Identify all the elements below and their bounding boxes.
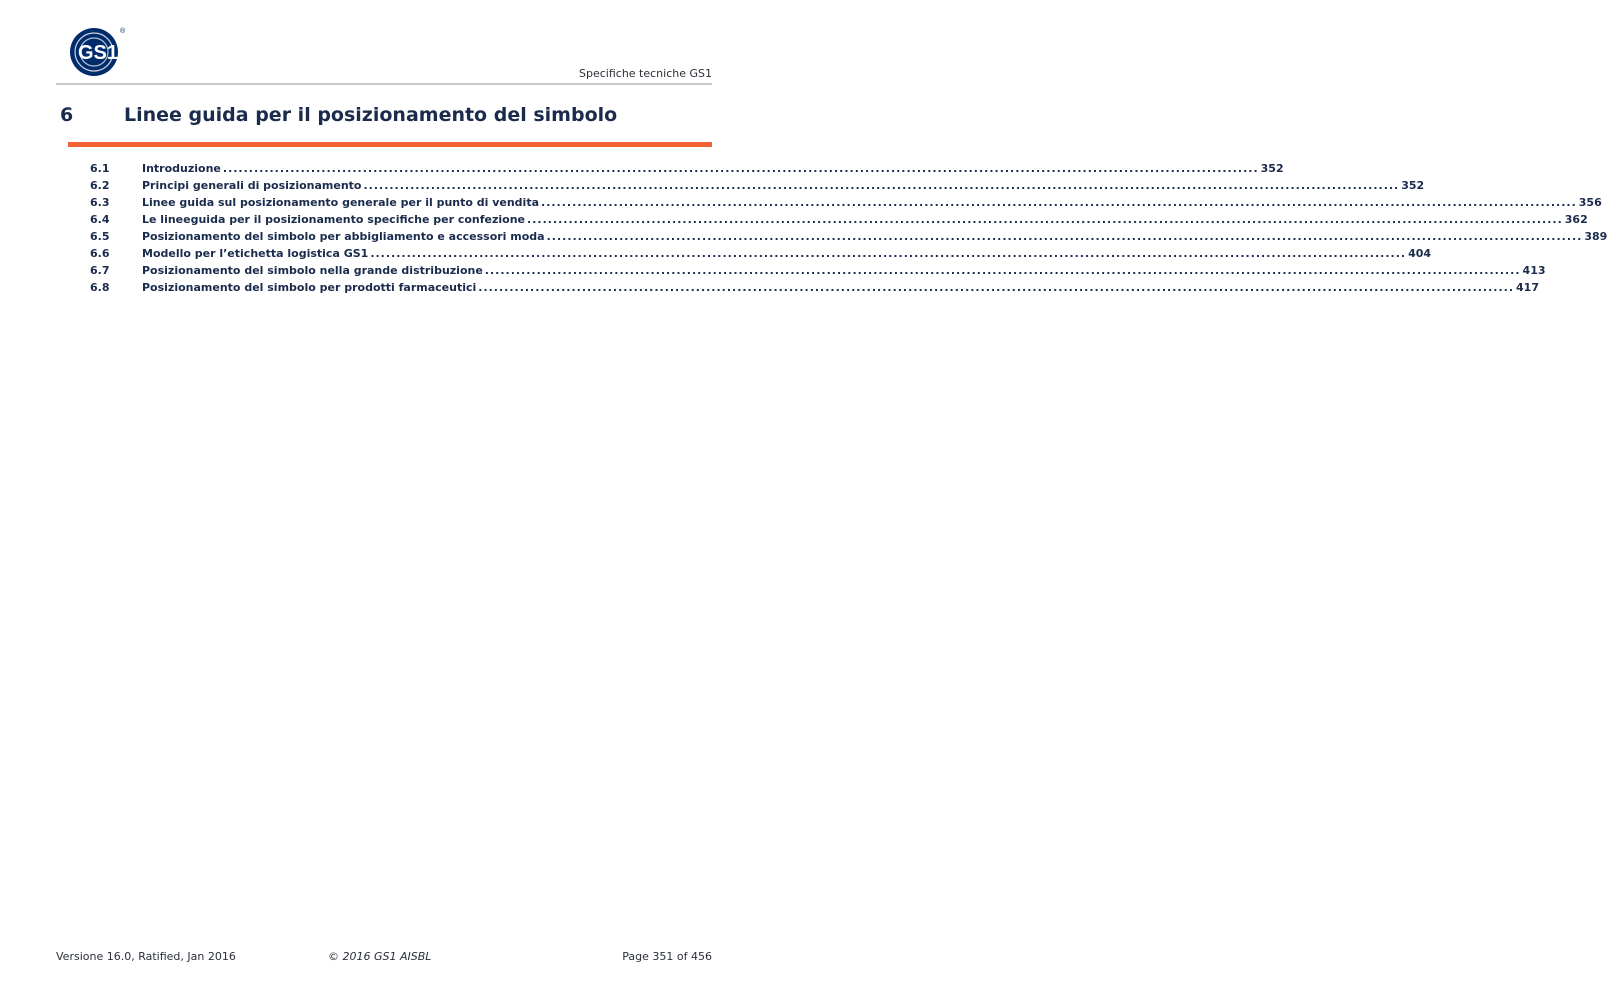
toc-number: 6.4 xyxy=(90,213,110,226)
chapter-accent-bar xyxy=(68,142,712,147)
toc-page: 413 xyxy=(1522,264,1546,277)
toc-leader-dots: ........................................................................................................................................................................................................ xyxy=(541,196,1577,209)
toc-entry-6-1[interactable] xyxy=(90,162,1284,179)
toc-page: 417 xyxy=(1516,281,1539,294)
gs1-logo-icon xyxy=(68,24,140,80)
toc-leader-dots: ........................................................................................................................................................................................................ xyxy=(363,179,1400,192)
chapter-number: 6 xyxy=(60,104,74,126)
toc-leader-dots: ........................................................................................................................................................................................................ xyxy=(222,162,1259,175)
toc-title: Le lineeguida per il posizionamento specifiche per confezione xyxy=(142,213,526,226)
toc-entry-6-3[interactable] xyxy=(90,196,1602,213)
toc-leader-dots: ........................................................................................................................................................................................................ xyxy=(478,281,1515,294)
footer-page-number: Page 351 of 456 xyxy=(622,950,712,963)
toc-entry-6-8[interactable] xyxy=(90,281,1539,298)
toc-title: Introduzione xyxy=(142,162,221,175)
toc-title: Principi generali di posizionamento xyxy=(142,179,362,192)
header-title: Specifiche tecniche GS1 xyxy=(579,67,712,80)
header-divider xyxy=(56,83,712,85)
toc-title: Posizionamento del simbolo per prodotti farmaceutici xyxy=(142,281,477,294)
logo-text: GS1 xyxy=(78,42,119,64)
logo-registered-mark: ® xyxy=(120,28,126,35)
toc-entry-6-2[interactable] xyxy=(90,179,1425,196)
toc-leader-dots: ........................................................................................................................................................................................................ xyxy=(527,213,1563,226)
toc-page: 352 xyxy=(1401,179,1425,192)
toc-page: 356 xyxy=(1578,196,1602,209)
toc-number: 6.6 xyxy=(90,247,110,260)
toc-page: 389 xyxy=(1584,230,1607,243)
toc-leader-dots: ........................................................................................................................................................................................................ xyxy=(484,264,1521,277)
gs1-logo xyxy=(68,24,140,80)
toc-number: 6.2 xyxy=(90,179,110,192)
footer-copyright: © 2016 GS1 AISBL xyxy=(328,950,432,963)
toc-leader-dots: ........................................................................................................................................................................................................ xyxy=(370,247,1407,260)
toc-number: 6.1 xyxy=(90,162,110,175)
toc-number: 6.8 xyxy=(90,281,110,294)
footer-version: Versione 16.0, Ratified, Jan 2016 xyxy=(56,950,236,963)
toc-page: 352 xyxy=(1260,162,1284,175)
toc-entry-6-6[interactable] xyxy=(90,247,1432,264)
toc-number: 6.3 xyxy=(90,196,110,209)
toc-title: Linee guida sul posizionamento generale per il punto di vendita xyxy=(142,196,540,209)
toc-entry-6-4[interactable] xyxy=(90,213,1588,230)
toc-title: Posizionamento del simbolo per abbigliamento e accessori moda xyxy=(142,230,545,243)
toc-title: Modello per l’etichetta logistica GS1 xyxy=(142,247,369,260)
toc-title: Posizionamento del simbolo nella grande distribuzione xyxy=(142,264,483,277)
toc-entry-6-7[interactable] xyxy=(90,264,1546,281)
toc-number: 6.5 xyxy=(90,230,110,243)
toc-page: 404 xyxy=(1408,247,1432,260)
toc-page: 362 xyxy=(1564,213,1588,226)
toc-number: 6.7 xyxy=(90,264,110,277)
chapter-title: Linee guida per il posizionamento del simbolo xyxy=(124,104,618,126)
toc-entry-6-5[interactable] xyxy=(90,230,1607,247)
toc-leader-dots: ........................................................................................................................................................................................................ xyxy=(546,230,1583,243)
table-of-contents xyxy=(90,162,1607,298)
